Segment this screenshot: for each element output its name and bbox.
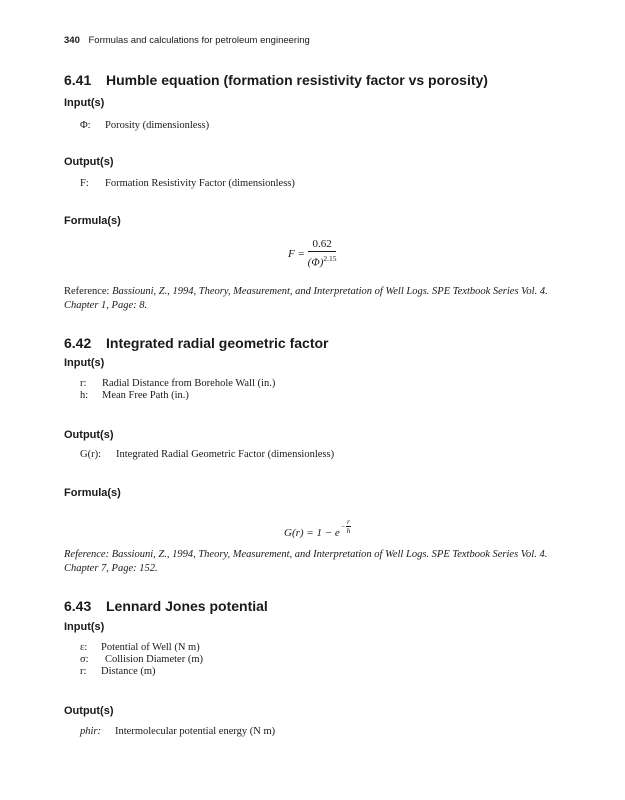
outputs-heading: Output(s) [64,156,114,168]
formula-numerator: 0.62 [308,238,337,252]
input-symbol: r: [80,378,87,389]
output-description: Formation Resistivity Factor (dimensionless) [105,178,295,189]
input-item [80,654,203,665]
section-number: 6.41 [64,72,92,88]
output-description: Intermolecular potential energy (N m) [115,726,276,737]
exponent-fraction [346,518,351,535]
input-description: Potential of Well (N m) [101,642,200,653]
section-6-41-heading [64,72,488,88]
output-item [80,449,334,460]
input-symbol: h: [80,390,89,401]
reference-6-41 [64,285,564,313]
input-item [80,390,189,401]
section-number: 6.43 [64,598,92,614]
output-description: Integrated Radial Geometric Factor (dimensionless) [116,449,335,460]
outputs-heading: Output(s) [64,429,114,441]
output-symbol: F: [80,178,89,189]
outputs-heading: Output(s) [64,705,114,717]
radial-factor-formula [284,518,351,539]
section-6-43-heading [64,598,268,614]
inputs-heading: Input(s) [64,357,105,369]
input-symbol: Φ: [80,120,91,131]
section-title: Integrated radial geometric factor [106,335,329,351]
running-head [64,35,310,46]
formula-fraction [308,238,337,270]
output-symbol: G(r): [80,449,101,460]
reference-6-42 [64,548,564,576]
inputs-heading: Input(s) [64,621,105,633]
reference-text: Reference: Bassiouni, Z., 1994, Theory, Measurement, and Interpretation of Well Logs. SPE Textbook Series Vol. 4. Chapter 7, Page: 152. [64,549,548,574]
section-title: Humble equation (formation resistivity factor vs porosity) [106,72,488,88]
exponent-numerator: r [347,517,350,526]
reference-text: Bassiouni, Z., 1994, Theory, Measurement, and Interpretation of Well Logs. SPE Textbook Series Vol. 4. Chapter 1, Page: 8. [64,286,548,311]
input-description: Distance (m) [101,666,156,677]
page-number: 340 [64,35,80,46]
input-description: Collision Diameter (m) [105,654,203,665]
input-description: Mean Free Path (in.) [102,390,189,401]
output-item [80,726,275,737]
formula-lhs: F = [288,247,305,260]
input-description: Radial Distance from Borehole Wall (in.) [102,378,276,389]
exponent-minus: − [340,522,346,531]
input-symbol: ε: [80,642,88,653]
output-item [80,178,295,189]
formula-denominator-base: (Φ) [307,256,324,269]
input-item [80,666,156,677]
section-6-42-heading [64,335,329,351]
exponent-denominator: h [346,526,351,535]
formula-lhs: G(r) = 1 − e [284,527,340,540]
reference-prefix: Reference: [64,286,113,297]
humble-formula [288,238,336,270]
input-item [80,120,209,131]
section-number: 6.42 [64,335,92,351]
formula-exponent [341,518,351,535]
input-item [80,642,200,653]
formula-exponent: 2.15 [323,254,337,263]
formula-heading: Formula(s) [64,215,121,227]
running-title: Formulas and calculations for petroleum engineering [88,35,310,46]
inputs-heading: Input(s) [64,97,105,109]
input-symbol: σ: [80,654,89,665]
section-title: Lennard Jones potential [106,598,268,614]
input-item [80,378,275,389]
input-symbol: r: [80,666,87,677]
input-description: Porosity (dimensionless) [105,120,210,131]
output-symbol: phir: [80,726,101,737]
formula-heading: Formula(s) [64,487,121,499]
